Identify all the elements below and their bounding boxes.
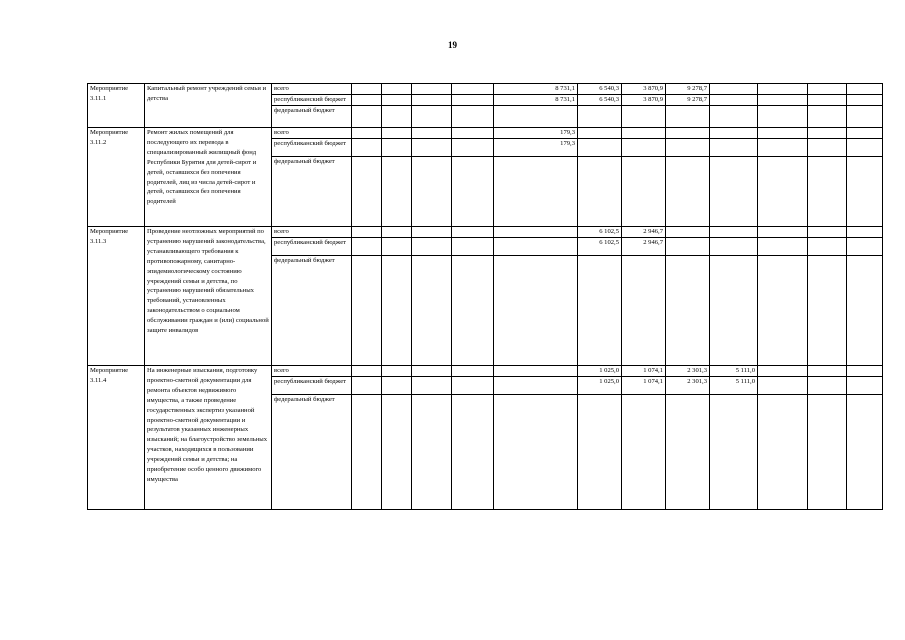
amount-cell: 5 111,0	[710, 377, 758, 395]
amount-cell: 5 111,0	[710, 366, 758, 377]
empty-cell	[808, 395, 847, 510]
empty-cell	[847, 227, 883, 238]
empty-cell	[352, 128, 382, 139]
empty-cell	[847, 128, 883, 139]
empty-cell	[352, 139, 382, 157]
empty-cell	[808, 366, 847, 377]
empty-cell	[412, 106, 452, 128]
empty-cell	[758, 227, 808, 238]
empty-cell	[847, 238, 883, 256]
amount-cell: 6 540,3	[578, 95, 622, 106]
funding-source: всего	[272, 366, 352, 377]
amount-cell	[622, 139, 666, 157]
funding-source: республиканский бюджет	[272, 139, 352, 157]
empty-cell	[808, 256, 847, 366]
amount-cell: 8 731,1	[494, 95, 578, 106]
amount-cell	[494, 395, 578, 510]
empty-cell	[808, 95, 847, 106]
measure-name: Ремонт жилых помещений для последующего их перевода в специализированный жилищный фонд Республики Бурятия для детей-сирот и детей, оставшихся без попечения родителей, лиц из числа детей-сирот и детей, оставшихся без попечения родителей	[145, 128, 272, 227]
amount-cell	[494, 366, 578, 377]
funding-source: всего	[272, 128, 352, 139]
measure-code: Мероприятие 3.11.1	[88, 84, 145, 128]
empty-cell	[808, 227, 847, 238]
amount-cell	[710, 157, 758, 227]
amount-cell	[622, 395, 666, 510]
measure-code: Мероприятие 3.11.4	[88, 366, 145, 510]
amount-cell	[622, 256, 666, 366]
amount-cell	[578, 128, 622, 139]
amount-cell	[710, 139, 758, 157]
empty-cell	[352, 157, 382, 227]
amount-cell	[666, 128, 710, 139]
funding-source: федеральный бюджет	[272, 157, 352, 227]
empty-cell	[452, 256, 494, 366]
empty-cell	[352, 366, 382, 377]
table-body	[88, 84, 883, 510]
amount-cell	[578, 157, 622, 227]
amount-cell	[710, 95, 758, 106]
empty-cell	[452, 227, 494, 238]
empty-cell	[352, 106, 382, 128]
empty-cell	[382, 95, 412, 106]
empty-cell	[352, 395, 382, 510]
empty-cell	[758, 84, 808, 95]
amount-cell	[666, 395, 710, 510]
empty-cell	[758, 139, 808, 157]
amount-cell	[666, 227, 710, 238]
empty-cell	[412, 256, 452, 366]
amount-cell: 3 870,9	[622, 95, 666, 106]
empty-cell	[808, 377, 847, 395]
amount-cell: 1 074,1	[622, 366, 666, 377]
empty-cell	[382, 395, 412, 510]
amount-cell	[622, 128, 666, 139]
table-row	[88, 227, 883, 238]
amount-cell	[494, 238, 578, 256]
amount-cell	[666, 157, 710, 227]
empty-cell	[412, 227, 452, 238]
empty-cell	[758, 366, 808, 377]
amount-cell	[710, 84, 758, 95]
amount-cell: 1 074,1	[622, 377, 666, 395]
empty-cell	[352, 238, 382, 256]
amount-cell: 8 731,1	[494, 84, 578, 95]
empty-cell	[452, 139, 494, 157]
amount-cell	[710, 395, 758, 510]
funding-source: всего	[272, 84, 352, 95]
amount-cell: 3 870,9	[622, 84, 666, 95]
funding-source: федеральный бюджет	[272, 395, 352, 510]
amount-cell	[622, 106, 666, 128]
amount-cell	[666, 139, 710, 157]
empty-cell	[452, 95, 494, 106]
empty-cell	[808, 157, 847, 227]
empty-cell	[808, 238, 847, 256]
empty-cell	[412, 395, 452, 510]
empty-cell	[382, 366, 412, 377]
amount-cell	[622, 157, 666, 227]
empty-cell	[452, 157, 494, 227]
amount-cell: 1 025,0	[578, 366, 622, 377]
empty-cell	[382, 106, 412, 128]
funding-source: республиканский бюджет	[272, 377, 352, 395]
empty-cell	[847, 139, 883, 157]
empty-cell	[847, 84, 883, 95]
amount-cell	[578, 106, 622, 128]
amount-cell: 1 025,0	[578, 377, 622, 395]
measure-code: Мероприятие 3.11.3	[88, 227, 145, 366]
empty-cell	[412, 377, 452, 395]
page-number: 19	[448, 40, 457, 50]
empty-cell	[847, 256, 883, 366]
funding-source: федеральный бюджет	[272, 256, 352, 366]
empty-cell	[758, 128, 808, 139]
measure-name: На инженерные изыскания, подготовку проектно-сметной документации для ремонта объектов недвижимого имущества, а также проведение государственных экспертиз указанной проектно-сметной документации и результатов указанных инженерных изысканий; на благоустройство земельных участков, находящихся в пользовании учреждений семьи и детства; на приобретение особо ценного движимого имущества	[145, 366, 272, 510]
amount-cell	[578, 256, 622, 366]
empty-cell	[352, 84, 382, 95]
amount-cell: 6 102,5	[578, 227, 622, 238]
empty-cell	[452, 395, 494, 510]
empty-cell	[382, 256, 412, 366]
empty-cell	[808, 84, 847, 95]
empty-cell	[352, 95, 382, 106]
empty-cell	[847, 366, 883, 377]
amount-cell	[578, 139, 622, 157]
empty-cell	[412, 128, 452, 139]
amount-cell	[578, 395, 622, 510]
empty-cell	[452, 366, 494, 377]
empty-cell	[412, 139, 452, 157]
amount-cell: 179,3	[494, 139, 578, 157]
amount-cell	[494, 256, 578, 366]
amount-cell	[494, 377, 578, 395]
empty-cell	[758, 106, 808, 128]
empty-cell	[382, 238, 412, 256]
empty-cell	[847, 95, 883, 106]
amount-cell	[710, 256, 758, 366]
empty-cell	[452, 238, 494, 256]
empty-cell	[412, 366, 452, 377]
funding-source: федеральный бюджет	[272, 106, 352, 128]
amount-cell: 179,3	[494, 128, 578, 139]
empty-cell	[412, 84, 452, 95]
empty-cell	[758, 395, 808, 510]
amount-cell: 6 102,5	[578, 238, 622, 256]
empty-cell	[452, 128, 494, 139]
empty-cell	[412, 157, 452, 227]
empty-cell	[758, 256, 808, 366]
empty-cell	[352, 256, 382, 366]
empty-cell	[382, 377, 412, 395]
table-row	[88, 84, 883, 95]
empty-cell	[452, 377, 494, 395]
amount-cell	[666, 106, 710, 128]
amount-cell	[666, 238, 710, 256]
funding-source: всего	[272, 227, 352, 238]
budget-table	[87, 83, 883, 510]
amount-cell	[710, 238, 758, 256]
amount-cell	[494, 106, 578, 128]
amount-cell: 2 946,7	[622, 227, 666, 238]
table-row	[88, 366, 883, 377]
empty-cell	[352, 227, 382, 238]
empty-cell	[808, 139, 847, 157]
amount-cell: 2 301,3	[666, 377, 710, 395]
empty-cell	[412, 238, 452, 256]
amount-cell: 2 301,3	[666, 366, 710, 377]
amount-cell	[666, 256, 710, 366]
empty-cell	[412, 95, 452, 106]
measure-code: Мероприятие 3.11.2	[88, 128, 145, 227]
empty-cell	[382, 128, 412, 139]
amount-cell: 9 278,7	[666, 95, 710, 106]
empty-cell	[758, 377, 808, 395]
empty-cell	[758, 157, 808, 227]
amount-cell	[710, 227, 758, 238]
empty-cell	[382, 139, 412, 157]
empty-cell	[808, 106, 847, 128]
empty-cell	[847, 157, 883, 227]
empty-cell	[847, 377, 883, 395]
amount-cell: 2 946,7	[622, 238, 666, 256]
empty-cell	[352, 377, 382, 395]
amount-cell: 9 278,7	[666, 84, 710, 95]
empty-cell	[808, 128, 847, 139]
measure-name: Капитальный ремонт учреждений семьи и детства	[145, 84, 272, 128]
amount-cell	[710, 128, 758, 139]
amount-cell	[494, 157, 578, 227]
empty-cell	[452, 84, 494, 95]
empty-cell	[847, 395, 883, 510]
empty-cell	[382, 157, 412, 227]
empty-cell	[758, 238, 808, 256]
empty-cell	[382, 227, 412, 238]
funding-source: республиканский бюджет	[272, 238, 352, 256]
empty-cell	[452, 106, 494, 128]
empty-cell	[847, 106, 883, 128]
amount-cell	[494, 227, 578, 238]
empty-cell	[758, 95, 808, 106]
amount-cell: 6 540,3	[578, 84, 622, 95]
measure-name: Проведение неотложных мероприятий по устранению нарушений законодательства, устанавливающего требования к противопожарному, санитарно-эпидемиологическому состоянию учреждений семьи и детства, по устранению нарушений обязательных требований, установленных законодательством о социальном обслуживании граждан и (или) социальной защите инвалидов	[145, 227, 272, 366]
empty-cell	[382, 84, 412, 95]
amount-cell	[710, 106, 758, 128]
table-row	[88, 128, 883, 139]
funding-source: республиканский бюджет	[272, 95, 352, 106]
